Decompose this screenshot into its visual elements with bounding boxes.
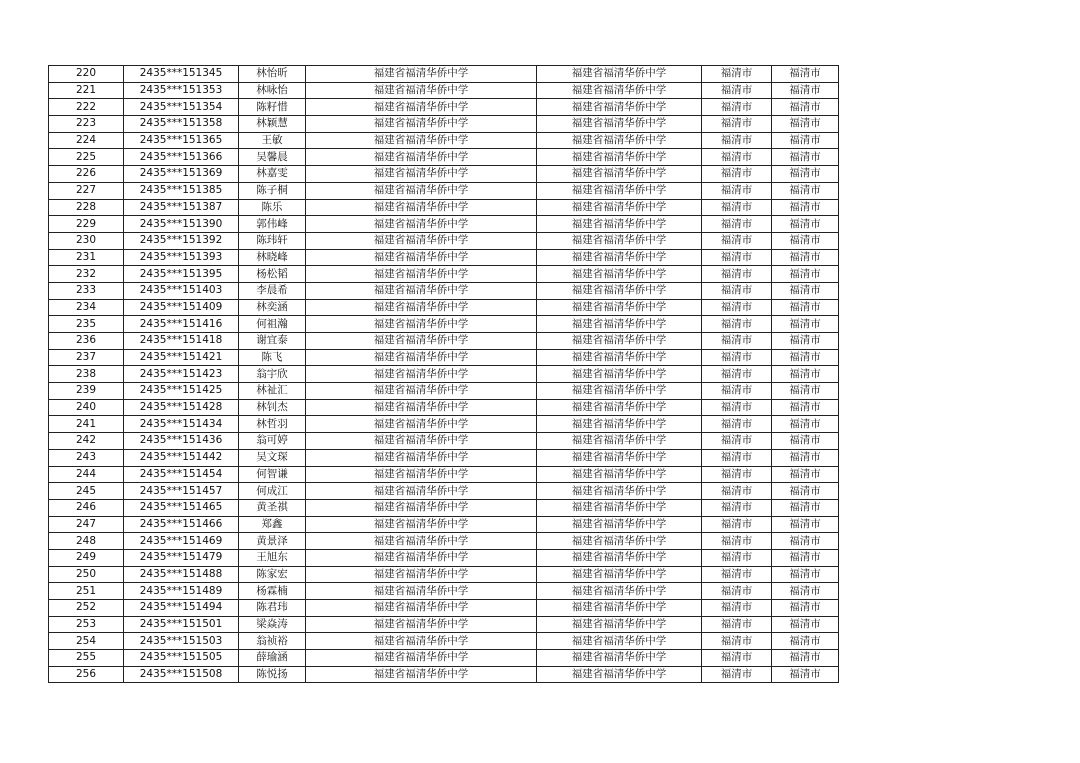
row-number-cell: 248 [49,533,124,550]
school-cell: 福建省福清华侨中学 [306,566,537,583]
admitted-school-cell: 福建省福清华侨中学 [537,583,702,600]
candidate-id-cell: 2435***151354 [124,99,239,116]
row-number-cell: 247 [49,516,124,533]
city-cell: 福清市 [702,616,772,633]
school-cell: 福建省福清华侨中学 [306,249,537,266]
candidate-id-cell: 2435***151358 [124,116,239,133]
city-cell: 福清市 [702,349,772,366]
student-name-cell: 林祉汇 [239,383,306,400]
city-cell: 福清市 [702,216,772,233]
city-cell: 福清市 [702,583,772,600]
school-cell: 福建省福清华侨中学 [306,433,537,450]
table-row [49,633,839,650]
student-name-cell: 陈子桐 [239,182,306,199]
candidate-id-cell: 2435***151369 [124,166,239,183]
row-number-cell: 231 [49,249,124,266]
row-number-cell: 242 [49,433,124,450]
school-cell: 福建省福清华侨中学 [306,666,537,683]
student-name-cell: 黄景泽 [239,533,306,550]
admitted-school-cell: 福建省福清华侨中学 [537,266,702,283]
row-number-cell: 251 [49,583,124,600]
row-number-cell: 244 [49,466,124,483]
school-cell: 福建省福清华侨中学 [306,600,537,617]
city-cell: 福清市 [702,499,772,516]
city-cell: 福清市 [702,466,772,483]
city-cell: 福清市 [702,666,772,683]
admitted-school-cell: 福建省福清华侨中学 [537,483,702,500]
city-cell: 福清市 [702,416,772,433]
school-cell: 福建省福清华侨中学 [306,466,537,483]
table-row [49,132,839,149]
city-cell: 福清市 [702,516,772,533]
school-cell: 福建省福清华侨中学 [306,516,537,533]
candidate-id-cell: 2435***151366 [124,149,239,166]
table-row [49,583,839,600]
district-cell: 福清市 [772,433,839,450]
candidate-id-cell: 2435***151390 [124,216,239,233]
school-cell: 福建省福清华侨中学 [306,650,537,667]
row-number-cell: 235 [49,316,124,333]
city-cell: 福清市 [702,483,772,500]
district-cell: 福清市 [772,333,839,350]
school-cell: 福建省福清华侨中学 [306,366,537,383]
table-row [49,282,839,299]
table-row [49,566,839,583]
table-row [49,666,839,683]
school-cell: 福建省福清华侨中学 [306,499,537,516]
district-cell: 福清市 [772,549,839,566]
candidate-id-cell: 2435***151365 [124,132,239,149]
candidate-id-cell: 2435***151403 [124,282,239,299]
district-cell: 福清市 [772,666,839,683]
admitted-school-cell: 福建省福清华侨中学 [537,533,702,550]
school-cell: 福建省福清华侨中学 [306,616,537,633]
row-number-cell: 230 [49,232,124,249]
admitted-school-cell: 福建省福清华侨中学 [537,199,702,216]
student-name-cell: 陈玮轩 [239,232,306,249]
district-cell: 福清市 [772,499,839,516]
admitted-school-cell: 福建省福清华侨中学 [537,166,702,183]
district-cell: 福清市 [772,566,839,583]
district-cell: 福清市 [772,533,839,550]
table-row [49,499,839,516]
admitted-school-cell: 福建省福清华侨中学 [537,499,702,516]
district-cell: 福清市 [772,383,839,400]
student-name-cell: 陈悦扬 [239,666,306,683]
district-cell: 福清市 [772,232,839,249]
row-number-cell: 221 [49,82,124,99]
candidate-id-cell: 2435***151469 [124,533,239,550]
row-number-cell: 243 [49,449,124,466]
city-cell: 福清市 [702,650,772,667]
city-cell: 福清市 [702,266,772,283]
table-row [49,166,839,183]
admitted-school-cell: 福建省福清华侨中学 [537,216,702,233]
row-number-cell: 229 [49,216,124,233]
district-cell: 福清市 [772,149,839,166]
candidate-id-cell: 2435***151508 [124,666,239,683]
school-cell: 福建省福清华侨中学 [306,316,537,333]
school-cell: 福建省福清华侨中学 [306,232,537,249]
city-cell: 福清市 [702,433,772,450]
student-name-cell: 何成江 [239,483,306,500]
admitted-school-cell: 福建省福清华侨中学 [537,232,702,249]
district-cell: 福清市 [772,316,839,333]
student-name-cell: 薛瑜涵 [239,650,306,667]
table-row [49,516,839,533]
admitted-school-cell: 福建省福清华侨中学 [537,316,702,333]
district-cell: 福清市 [772,199,839,216]
student-name-cell: 何智谦 [239,466,306,483]
school-cell: 福建省福清华侨中学 [306,633,537,650]
table-row [49,199,839,216]
city-cell: 福清市 [702,299,772,316]
school-cell: 福建省福清华侨中学 [306,149,537,166]
table-row [49,433,839,450]
city-cell: 福清市 [702,282,772,299]
table-row [49,299,839,316]
row-number-cell: 233 [49,282,124,299]
row-number-cell: 227 [49,182,124,199]
candidate-id-cell: 2435***151387 [124,199,239,216]
city-cell: 福清市 [702,566,772,583]
school-cell: 福建省福清华侨中学 [306,483,537,500]
table-row [49,249,839,266]
row-number-cell: 222 [49,99,124,116]
school-cell: 福建省福清华侨中学 [306,182,537,199]
student-name-cell: 杨霖楠 [239,583,306,600]
candidate-id-cell: 2435***151393 [124,249,239,266]
school-cell: 福建省福清华侨中学 [306,199,537,216]
row-number-cell: 232 [49,266,124,283]
district-cell: 福清市 [772,366,839,383]
row-number-cell: 224 [49,132,124,149]
table-row [49,616,839,633]
table-row [49,316,839,333]
city-cell: 福清市 [702,633,772,650]
row-number-cell: 246 [49,499,124,516]
school-cell: 福建省福清华侨中学 [306,216,537,233]
district-cell: 福清市 [772,282,839,299]
candidate-id-cell: 2435***151466 [124,516,239,533]
table-row [49,99,839,116]
student-name-cell: 郑鑫 [239,516,306,533]
admitted-school-cell: 福建省福清华侨中学 [537,116,702,133]
school-cell: 福建省福清华侨中学 [306,82,537,99]
student-name-cell: 何祖瀚 [239,316,306,333]
school-cell: 福建省福清华侨中学 [306,549,537,566]
candidate-id-cell: 2435***151488 [124,566,239,583]
row-number-cell: 249 [49,549,124,566]
student-name-cell: 林怡昕 [239,66,306,83]
candidate-id-cell: 2435***151479 [124,549,239,566]
student-name-cell: 林奕涵 [239,299,306,316]
city-cell: 福清市 [702,316,772,333]
school-cell: 福建省福清华侨中学 [306,266,537,283]
district-cell: 福清市 [772,132,839,149]
district-cell: 福清市 [772,449,839,466]
student-name-cell: 林钊杰 [239,399,306,416]
candidate-id-cell: 2435***151454 [124,466,239,483]
student-name-cell: 梁焱涛 [239,616,306,633]
student-name-cell: 翁宇欣 [239,366,306,383]
student-name-cell: 翁祯裕 [239,633,306,650]
admitted-school-cell: 福建省福清华侨中学 [537,549,702,566]
table-row [49,383,839,400]
admitted-school-cell: 福建省福清华侨中学 [537,66,702,83]
row-number-cell: 239 [49,383,124,400]
roster-sheet [48,65,839,683]
city-cell: 福清市 [702,116,772,133]
school-cell: 福建省福清华侨中学 [306,132,537,149]
city-cell: 福清市 [702,182,772,199]
city-cell: 福清市 [702,166,772,183]
school-cell: 福建省福清华侨中学 [306,399,537,416]
candidate-id-cell: 2435***151436 [124,433,239,450]
candidate-id-cell: 2435***151385 [124,182,239,199]
candidate-id-cell: 2435***151421 [124,349,239,366]
city-cell: 福清市 [702,366,772,383]
student-name-cell: 陈乐 [239,199,306,216]
student-name-cell: 翁可婷 [239,433,306,450]
admitted-school-cell: 福建省福清华侨中学 [537,416,702,433]
admitted-school-cell: 福建省福清华侨中学 [537,466,702,483]
district-cell: 福清市 [772,216,839,233]
district-cell: 福清市 [772,299,839,316]
student-name-cell: 陈君玮 [239,600,306,617]
student-name-cell: 李晨希 [239,282,306,299]
row-number-cell: 228 [49,199,124,216]
city-cell: 福清市 [702,149,772,166]
city-cell: 福清市 [702,232,772,249]
student-name-cell: 林嘉雯 [239,166,306,183]
row-number-cell: 250 [49,566,124,583]
table-row [49,483,839,500]
table-row [49,449,839,466]
school-cell: 福建省福清华侨中学 [306,383,537,400]
candidate-id-cell: 2435***151503 [124,633,239,650]
admitted-school-cell: 福建省福清华侨中学 [537,299,702,316]
school-cell: 福建省福清华侨中学 [306,116,537,133]
roster-table [48,65,839,683]
row-number-cell: 237 [49,349,124,366]
admitted-school-cell: 福建省福清华侨中学 [537,99,702,116]
candidate-id-cell: 2435***151505 [124,650,239,667]
school-cell: 福建省福清华侨中学 [306,416,537,433]
table-row [49,349,839,366]
school-cell: 福建省福清华侨中学 [306,333,537,350]
district-cell: 福清市 [772,249,839,266]
candidate-id-cell: 2435***151434 [124,416,239,433]
candidate-id-cell: 2435***151489 [124,583,239,600]
city-cell: 福清市 [702,533,772,550]
district-cell: 福清市 [772,349,839,366]
student-name-cell: 陈飞 [239,349,306,366]
admitted-school-cell: 福建省福清华侨中学 [537,616,702,633]
student-name-cell: 林咏怡 [239,82,306,99]
row-number-cell: 255 [49,650,124,667]
admitted-school-cell: 福建省福清华侨中学 [537,282,702,299]
candidate-id-cell: 2435***151416 [124,316,239,333]
city-cell: 福清市 [702,199,772,216]
school-cell: 福建省福清华侨中学 [306,583,537,600]
district-cell: 福清市 [772,616,839,633]
admitted-school-cell: 福建省福清华侨中学 [537,249,702,266]
city-cell: 福清市 [702,549,772,566]
row-number-cell: 240 [49,399,124,416]
row-number-cell: 256 [49,666,124,683]
student-name-cell: 王敏 [239,132,306,149]
district-cell: 福清市 [772,416,839,433]
city-cell: 福清市 [702,249,772,266]
candidate-id-cell: 2435***151423 [124,366,239,383]
admitted-school-cell: 福建省福清华侨中学 [537,399,702,416]
city-cell: 福清市 [702,383,772,400]
student-name-cell: 林哲羽 [239,416,306,433]
district-cell: 福清市 [772,182,839,199]
candidate-id-cell: 2435***151428 [124,399,239,416]
table-row [49,82,839,99]
admitted-school-cell: 福建省福清华侨中学 [537,82,702,99]
row-number-cell: 225 [49,149,124,166]
row-number-cell: 234 [49,299,124,316]
city-cell: 福清市 [702,82,772,99]
table-row [49,182,839,199]
student-name-cell: 陈家宏 [239,566,306,583]
district-cell: 福清市 [772,600,839,617]
row-number-cell: 245 [49,483,124,500]
table-row [49,149,839,166]
row-number-cell: 253 [49,616,124,633]
admitted-school-cell: 福建省福清华侨中学 [537,600,702,617]
school-cell: 福建省福清华侨中学 [306,282,537,299]
city-cell: 福清市 [702,399,772,416]
district-cell: 福清市 [772,583,839,600]
admitted-school-cell: 福建省福清华侨中学 [537,449,702,466]
candidate-id-cell: 2435***151442 [124,449,239,466]
candidate-id-cell: 2435***151392 [124,232,239,249]
table-row [49,116,839,133]
student-name-cell: 林颖慧 [239,116,306,133]
city-cell: 福清市 [702,132,772,149]
candidate-id-cell: 2435***151418 [124,333,239,350]
candidate-id-cell: 2435***151457 [124,483,239,500]
district-cell: 福清市 [772,66,839,83]
district-cell: 福清市 [772,116,839,133]
table-row [49,533,839,550]
roster-table-body [49,66,839,683]
city-cell: 福清市 [702,66,772,83]
table-row [49,399,839,416]
table-row [49,416,839,433]
candidate-id-cell: 2435***151494 [124,600,239,617]
student-name-cell: 郭伟峰 [239,216,306,233]
admitted-school-cell: 福建省福清华侨中学 [537,650,702,667]
student-name-cell: 陈籽惜 [239,99,306,116]
district-cell: 福清市 [772,633,839,650]
school-cell: 福建省福清华侨中学 [306,533,537,550]
city-cell: 福清市 [702,99,772,116]
admitted-school-cell: 福建省福清华侨中学 [537,633,702,650]
candidate-id-cell: 2435***151409 [124,299,239,316]
candidate-id-cell: 2435***151501 [124,616,239,633]
admitted-school-cell: 福建省福清华侨中学 [537,666,702,683]
table-row [49,466,839,483]
district-cell: 福清市 [772,650,839,667]
student-name-cell: 杨松韬 [239,266,306,283]
row-number-cell: 241 [49,416,124,433]
student-name-cell: 吴文琛 [239,449,306,466]
candidate-id-cell: 2435***151425 [124,383,239,400]
admitted-school-cell: 福建省福清华侨中学 [537,132,702,149]
admitted-school-cell: 福建省福清华侨中学 [537,149,702,166]
table-row [49,549,839,566]
district-cell: 福清市 [772,99,839,116]
district-cell: 福清市 [772,266,839,283]
row-number-cell: 226 [49,166,124,183]
admitted-school-cell: 福建省福清华侨中学 [537,566,702,583]
school-cell: 福建省福清华侨中学 [306,299,537,316]
student-name-cell: 吴馨晨 [239,149,306,166]
school-cell: 福建省福清华侨中学 [306,166,537,183]
row-number-cell: 252 [49,600,124,617]
admitted-school-cell: 福建省福清华侨中学 [537,366,702,383]
row-number-cell: 238 [49,366,124,383]
candidate-id-cell: 2435***151353 [124,82,239,99]
district-cell: 福清市 [772,82,839,99]
school-cell: 福建省福清华侨中学 [306,449,537,466]
student-name-cell: 王旭东 [239,549,306,566]
school-cell: 福建省福清华侨中学 [306,66,537,83]
school-cell: 福建省福清华侨中学 [306,99,537,116]
admitted-school-cell: 福建省福清华侨中学 [537,333,702,350]
row-number-cell: 220 [49,66,124,83]
district-cell: 福清市 [772,466,839,483]
table-row [49,216,839,233]
student-name-cell: 谢宜泰 [239,333,306,350]
district-cell: 福清市 [772,166,839,183]
table-row [49,333,839,350]
candidate-id-cell: 2435***151345 [124,66,239,83]
row-number-cell: 236 [49,333,124,350]
table-row [49,650,839,667]
student-name-cell: 黄圣祺 [239,499,306,516]
admitted-school-cell: 福建省福清华侨中学 [537,349,702,366]
admitted-school-cell: 福建省福清华侨中学 [537,516,702,533]
admitted-school-cell: 福建省福清华侨中学 [537,182,702,199]
district-cell: 福清市 [772,516,839,533]
table-row [49,600,839,617]
row-number-cell: 254 [49,633,124,650]
school-cell: 福建省福清华侨中学 [306,349,537,366]
table-row [49,66,839,83]
city-cell: 福清市 [702,449,772,466]
district-cell: 福清市 [772,483,839,500]
candidate-id-cell: 2435***151395 [124,266,239,283]
table-row [49,232,839,249]
row-number-cell: 223 [49,116,124,133]
student-name-cell: 林晓峰 [239,249,306,266]
table-row [49,366,839,383]
candidate-id-cell: 2435***151465 [124,499,239,516]
admitted-school-cell: 福建省福清华侨中学 [537,383,702,400]
table-row [49,266,839,283]
city-cell: 福清市 [702,333,772,350]
admitted-school-cell: 福建省福清华侨中学 [537,433,702,450]
district-cell: 福清市 [772,399,839,416]
city-cell: 福清市 [702,600,772,617]
